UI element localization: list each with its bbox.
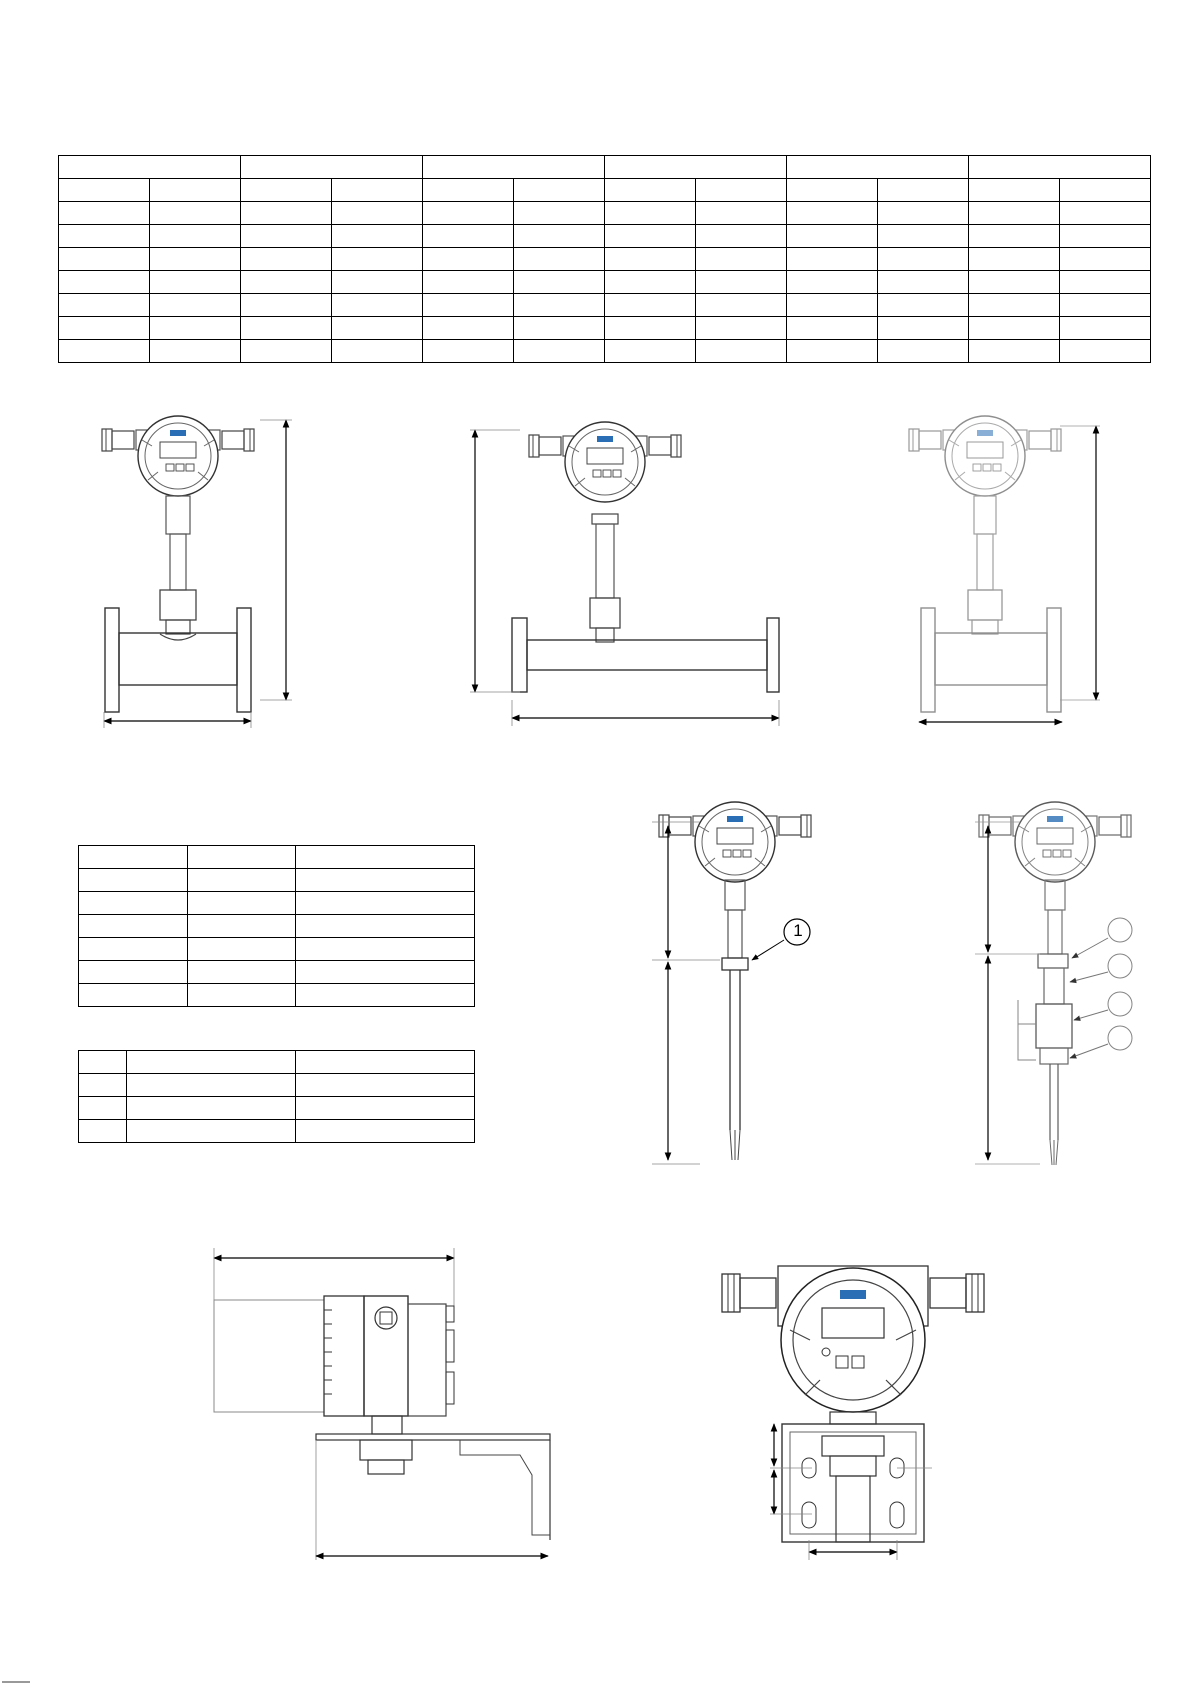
flowmeter-long-spool-icon (470, 422, 779, 726)
callout-1-label: 1 (793, 921, 803, 940)
transmitter-side-view-icon (214, 1248, 550, 1560)
insertion-probe-icon (652, 802, 811, 1164)
flowmeter-flanged-alt-icon (909, 416, 1061, 712)
flowmeter-full-flanged-icon (102, 416, 292, 728)
transmitter-front-bracket-icon (722, 1266, 984, 1560)
insertion-probe-valve-icon (979, 802, 1132, 1165)
